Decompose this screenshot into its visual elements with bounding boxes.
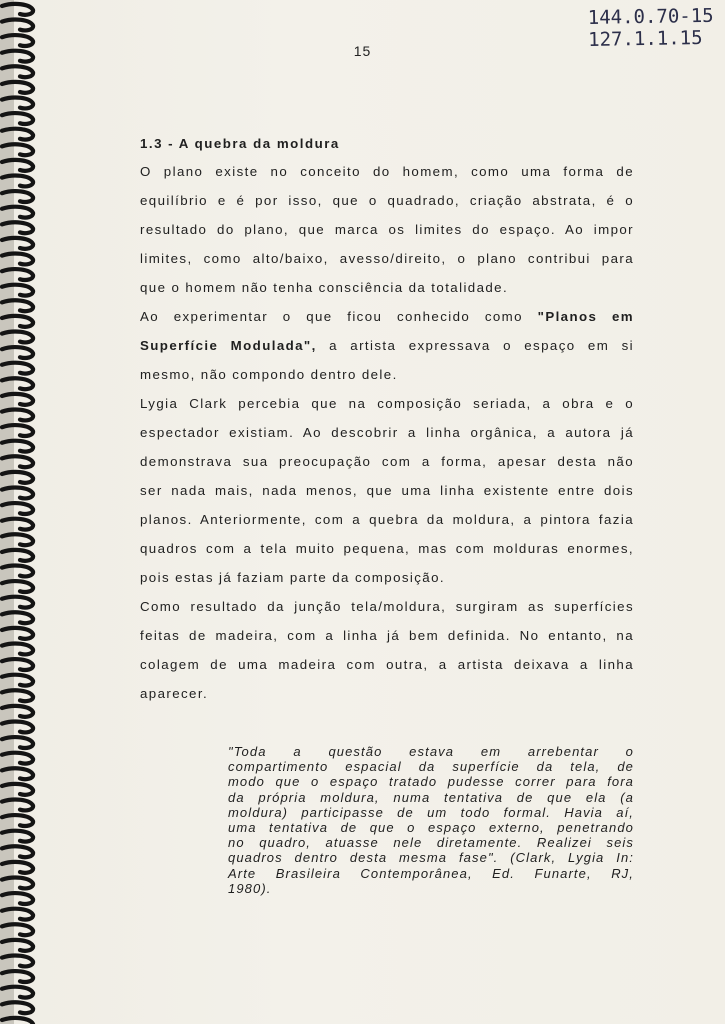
page-number: 15 [353,43,372,59]
text-line: quadros com a tela muito pequena, mas com molduras enormes, [140,541,634,556]
text-line: espectador existiam. Ao descobrir a linha orgânica, a autora já [140,425,634,440]
quote-line: moldura) participasse de um todo formal. Havia aí, [228,804,634,820]
block-quote [228,744,634,896]
text-line: planos. Anteriormente, com a quebra da moldura, a pintora fazia [140,512,634,527]
text-span: a artista expressava o espaço em si [329,338,634,353]
text-line: aparecer. [140,686,209,701]
text-line: feitas de madeira, com a linha já bem definida. No entanto, na [140,628,634,643]
quote-line: Arte Brasileira Contemporânea, Ed. Funarte, RJ, [228,865,634,881]
section-heading: 1.3 - A quebra da moldura [140,136,340,151]
quote-line: uma tentativa de que o espaço externo, penetrando [228,819,634,835]
quote-line: da própria moldura, numa tentativa de que ela (a [228,789,634,805]
quote-line: 1980). [228,880,272,896]
quote-line: compartimento espacial da superfície da tela, de [228,759,634,775]
bold-text-span: Superfície Modulada", [140,338,317,353]
spiral-binding [0,0,40,1024]
text-line-mixed [140,308,634,326]
text-span: Ao experimentar o que ficou conhecido como [140,309,523,324]
handwritten-line-1: 144.0.70-15 [587,4,714,29]
handwritten-line-2: 127.1.1.15 [588,26,703,51]
text-line: que o homem não tenha consciência da totalidade. [140,280,509,295]
text-line-mixed [140,337,634,355]
text-line: ser nada mais, nada menos, que uma linha existente entre dois [140,483,634,498]
bold-text-span: "Planos em [537,309,634,324]
text-line: O plano existe no conceito do homem, como uma forma de [140,164,634,179]
quote-line: modo que o espaço tratado pudesse correr para fora [228,774,634,790]
quote-line: no quadro, atuasse nele diretamente. Realizei seis [228,835,634,851]
text-line: Como resultado da junção tela/moldura, surgiram as superfícies [140,599,634,614]
text-line: Lygia Clark percebia que na composição seriada, a obra e o [140,396,634,411]
quote-line: "Toda a questão estava em arrebentar o [228,744,634,759]
text-line: mesmo, não compondo dentro dele. [140,367,398,382]
text-line: equilíbrio e é por isso, que o quadrado, criação abstrata, é o [140,193,634,208]
text-line: limites, como alto/baixo, avesso/direito, o plano contribui para [140,251,634,266]
quote-line: quadros dentro desta mesma fase". (Clark, Lygia In: [228,850,634,866]
text-line: colagem de uma madeira com outra, a artista deixava a linha [140,657,634,672]
text-line: pois estas já faziam parte da composição. [140,570,445,585]
text-line: resultado do plano, que marca os limites do espaço. Ao impor [140,222,634,237]
text-line: demonstrava sua preocupação com a forma, apesar desta não [140,454,634,469]
